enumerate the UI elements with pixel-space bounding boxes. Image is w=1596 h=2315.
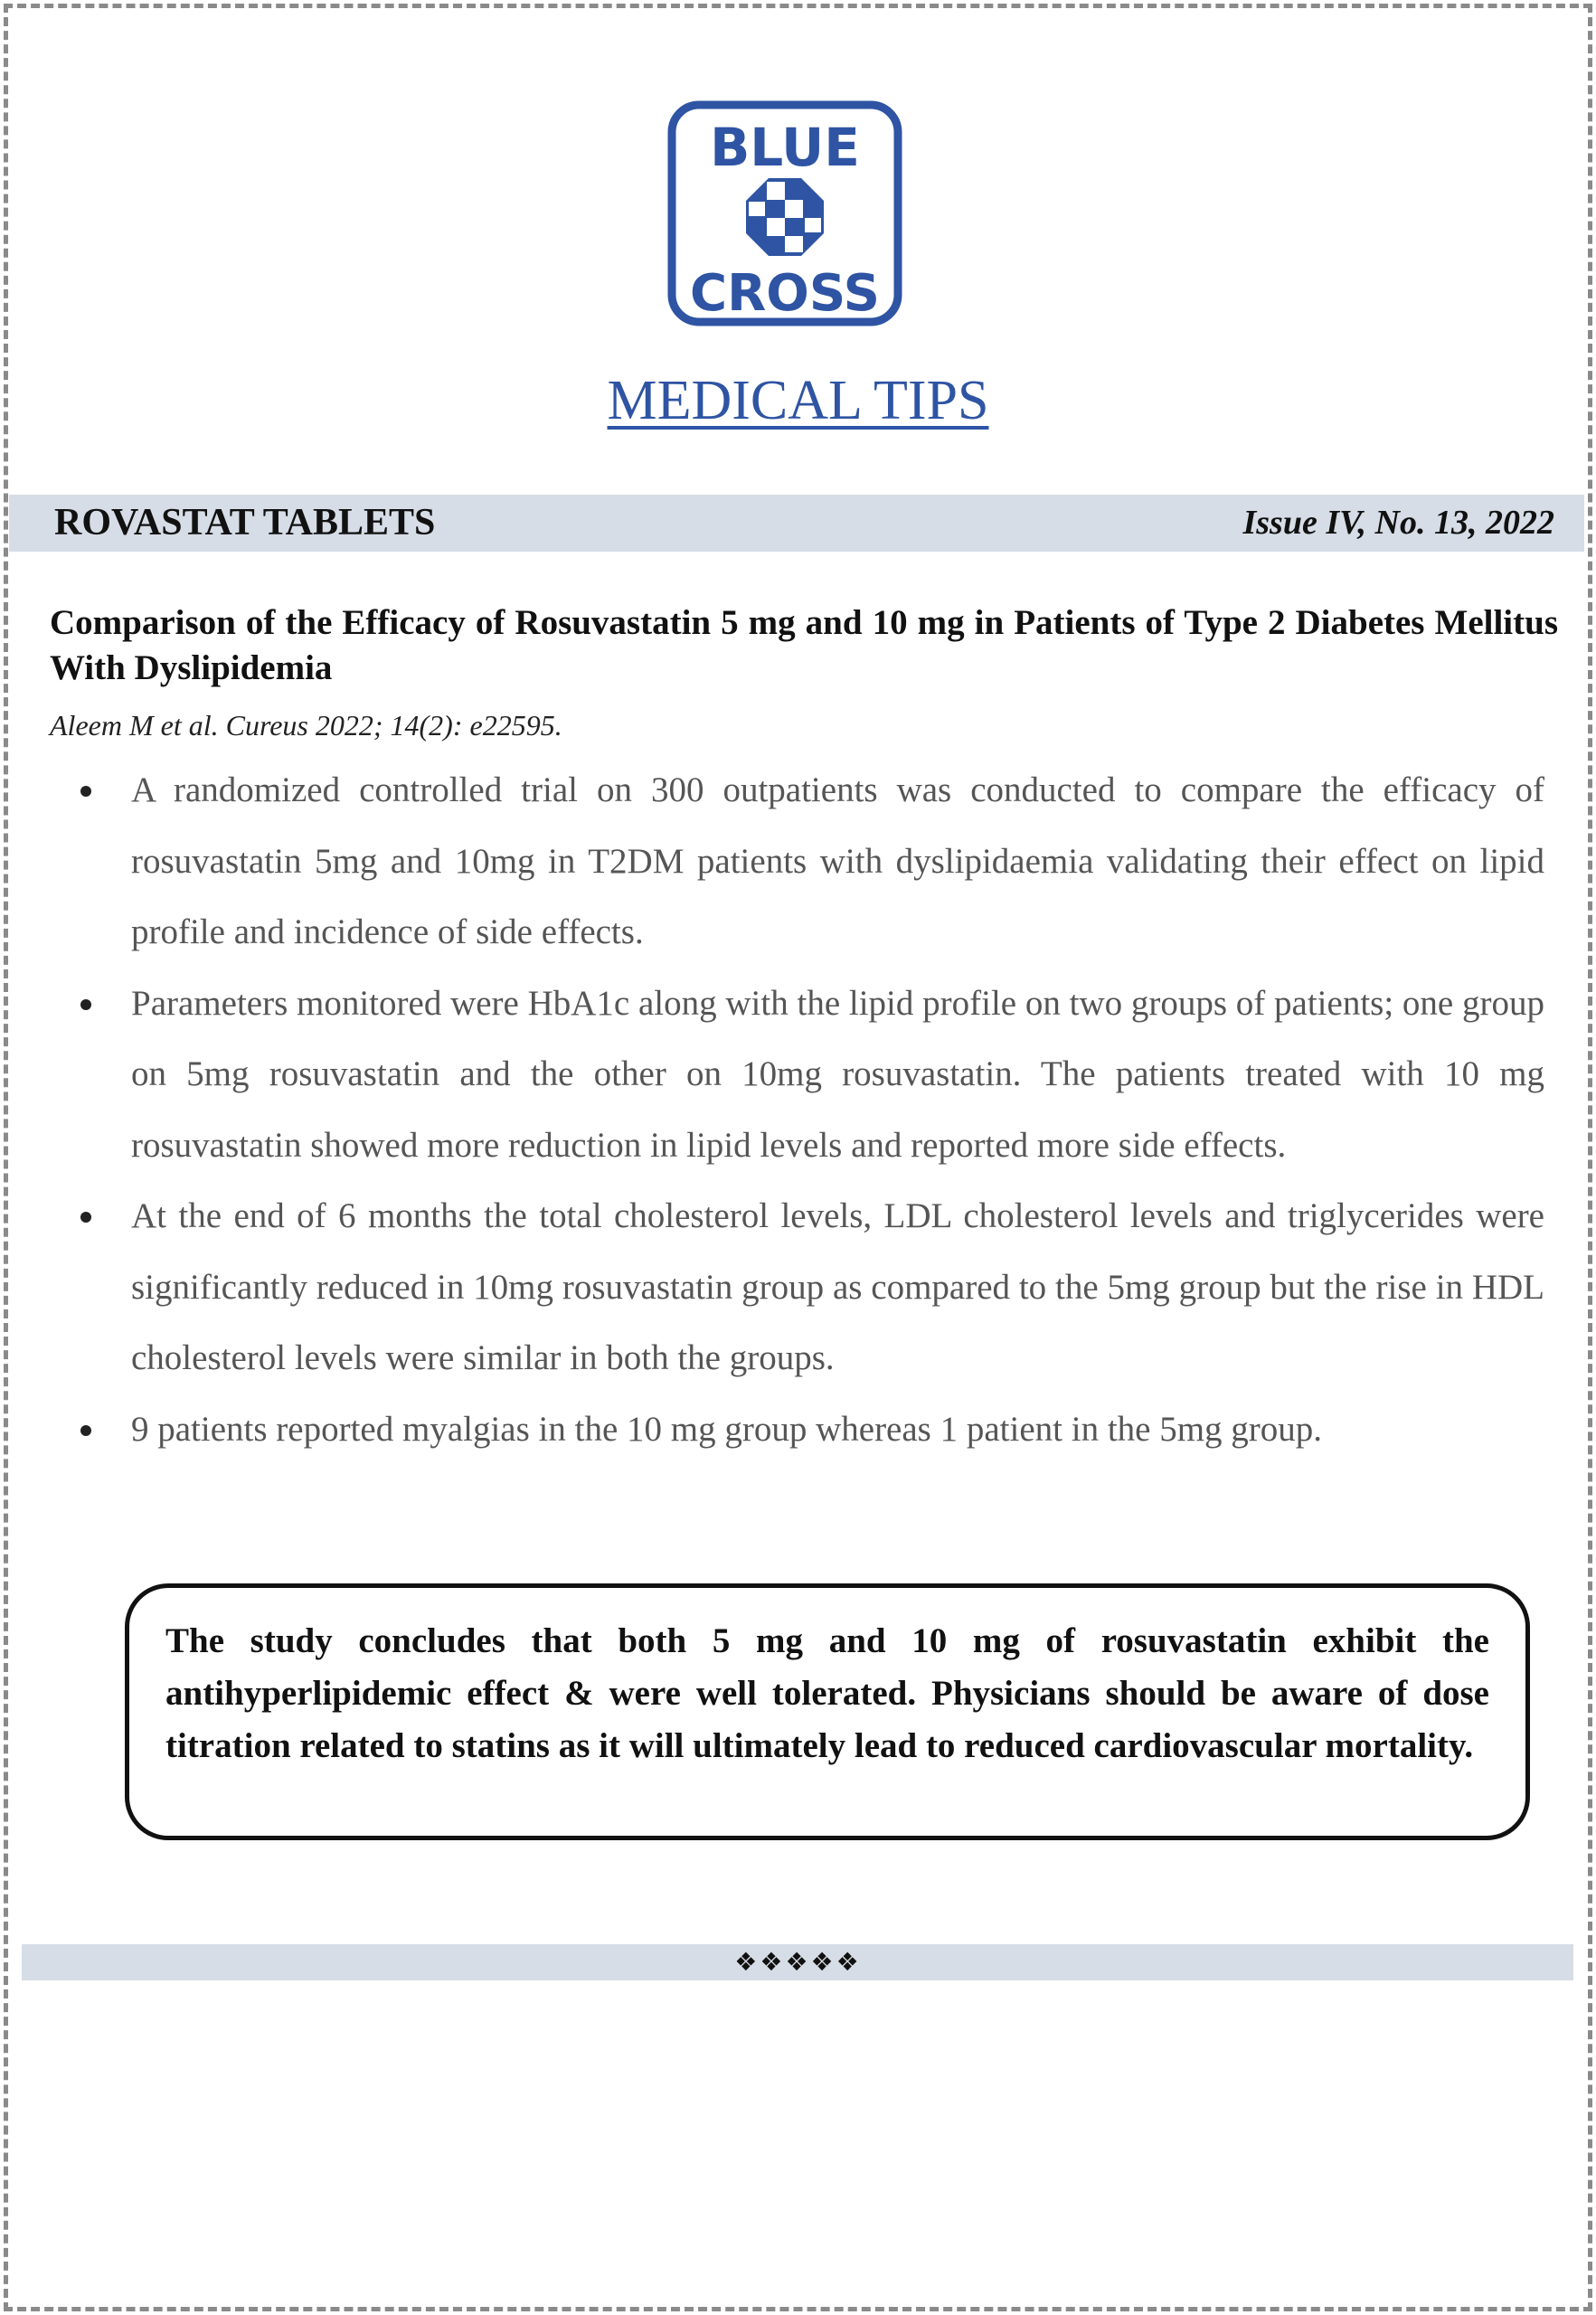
logo-cross-emblem <box>746 178 824 256</box>
bullet-icon <box>80 1425 91 1436</box>
key-point-3 <box>50 1181 1544 1394</box>
blue-cross-logo <box>667 100 902 326</box>
issue-info: Issue IV, No. 13, 2022 <box>1242 504 1554 542</box>
bullet-icon <box>80 1212 91 1223</box>
key-points-list <box>50 755 1544 1465</box>
logo-text-cross: CROSS <box>690 264 880 323</box>
conclusion-text: The study concludes that both 5 mg and 10 mg of rosuvastatin exhibit the antihyperlipidemic effect & were well tolerated. Physicians should be aware of dose titration related to statins as it will ultimately lead to reduced cardiovascular mortality. <box>165 1621 1489 1765</box>
footer-ornament: ❖❖❖❖❖ <box>734 1947 862 1977</box>
key-point-1 <box>50 755 1544 969</box>
bullet-icon <box>80 999 91 1010</box>
product-name: ROVASTAT TABLETS <box>54 502 436 543</box>
bullet-icon <box>80 786 91 797</box>
key-point-2 <box>50 969 1544 1182</box>
key-point-text: A randomized controlled trial on 300 outpatients was conducted to compare the efficacy of rosuvastatin 5mg and 10mg in T2DM patients with dyslipidaemia validating their effect on lipid profile and incidence of side effects. <box>131 770 1544 951</box>
article-title: Comparison of the Efficacy of Rosuvastatin 5 mg and 10 mg in Patients of Type 2 Diabetes Mellitus With Dyslipidemia <box>50 603 1558 687</box>
key-point-text: 9 patients reported myalgias in the 10 mg group whereas 1 patient in the 5mg group. <box>131 1409 1323 1449</box>
key-point-4 <box>50 1394 1544 1466</box>
key-point-text: At the end of 6 months the total cholesterol levels, LDL cholesterol levels and triglycerides were significantly reduced in 10mg rosuvastatin group as compared to the 5mg group but the rise in HDL cholesterol levels were similar in both the groups. <box>131 1196 1544 1377</box>
conclusion-box <box>125 1583 1530 1840</box>
article-citation: Aleem M et al. Cureus 2022; 14(2): e22595. <box>50 709 562 742</box>
logo-text-blue: BLUE <box>710 117 860 178</box>
page-title: MEDICAL TIPS <box>607 370 989 431</box>
key-point-text: Parameters monitored were HbA1c along with the lipid profile on two groups of patients; one group on 5mg rosuvastatin and the other on 10mg rosuvastatin. The patients treated with 10 mg rosuvastatin showed more reduction in lipid levels and reported more side effects. <box>131 983 1544 1165</box>
